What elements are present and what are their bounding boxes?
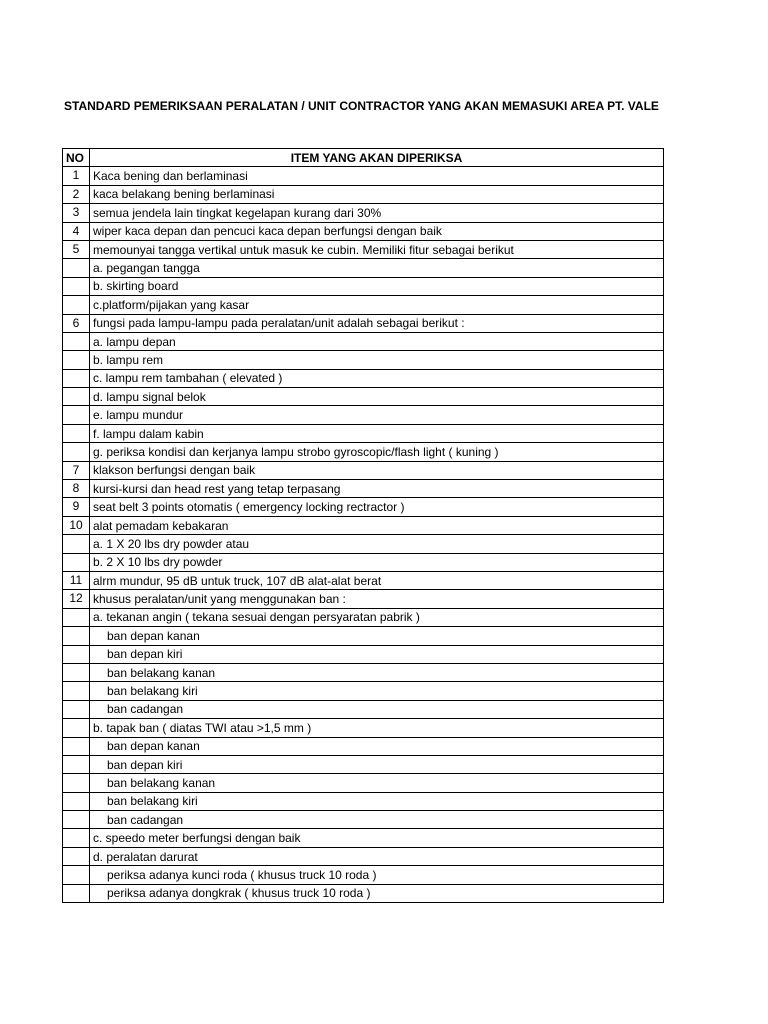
row-number [63, 719, 90, 737]
table-row [63, 663, 664, 681]
row-item-text: a. lampu depan [90, 332, 664, 350]
row-item-text: memounyai tangga vertikal untuk masuk ke cubin. Memiliki fitur sebagai berikut [90, 240, 664, 258]
row-number: 6 [63, 314, 90, 332]
header-no: NO [63, 149, 90, 167]
row-number [63, 811, 90, 829]
row-number [63, 424, 90, 442]
table-row [63, 553, 664, 571]
row-item-text: wiper kaca depan dan pencuci kaca depan berfungsi dengan baik [90, 222, 664, 240]
row-number: 3 [63, 204, 90, 222]
row-number [63, 829, 90, 847]
row-item-text: ban depan kiri [90, 645, 664, 663]
row-item-text: d. peralatan darurat [90, 847, 664, 865]
table-row [63, 388, 664, 406]
row-number [63, 277, 90, 295]
row-number [63, 406, 90, 424]
row-number: 8 [63, 480, 90, 498]
table-row [63, 167, 664, 185]
row-item-text: alat pemadam kebakaran [90, 516, 664, 534]
table-row [63, 737, 664, 755]
row-number [63, 682, 90, 700]
table-row [63, 847, 664, 865]
table-row [63, 682, 664, 700]
row-item-text: kursi-kursi dan head rest yang tetap terpasang [90, 480, 664, 498]
table-row [63, 461, 664, 479]
row-item-text: alrm mundur, 95 dB untuk truck, 107 dB alat-alat berat [90, 571, 664, 589]
table-body [63, 167, 664, 903]
row-item-text: a. tekanan angin ( tekana sesuai dengan persyaratan pabrik ) [90, 608, 664, 626]
table-row [63, 424, 664, 442]
row-item-text: a. 1 X 20 lbs dry powder atau [90, 535, 664, 553]
table-row [63, 535, 664, 553]
table-row [63, 185, 664, 203]
row-item-text: ban depan kanan [90, 737, 664, 755]
row-number [63, 663, 90, 681]
row-number [63, 884, 90, 902]
table-row [63, 755, 664, 773]
table-row [63, 884, 664, 902]
row-item-text: khusus peralatan/unit yang menggunakan ban : [90, 590, 664, 608]
row-number [63, 535, 90, 553]
row-number: 1 [63, 167, 90, 185]
row-item-text: klakson berfungsi dengan baik [90, 461, 664, 479]
row-number [63, 553, 90, 571]
row-item-text: e. lampu mundur [90, 406, 664, 424]
row-item-text: b. skirting board [90, 277, 664, 295]
table-row [63, 866, 664, 884]
row-item-text: periksa adanya dongkrak ( khusus truck 10 roda ) [90, 884, 664, 902]
table-row [63, 277, 664, 295]
row-number: 11 [63, 571, 90, 589]
row-number [63, 774, 90, 792]
table-row [63, 719, 664, 737]
row-number: 12 [63, 590, 90, 608]
table-row [63, 480, 664, 498]
row-number [63, 627, 90, 645]
row-number: 5 [63, 240, 90, 258]
row-item-text: fungsi pada lampu-lampu pada peralatan/unit adalah sebagai berikut : [90, 314, 664, 332]
page-title: STANDARD PEMERIKSAAN PERALATAN / UNIT CONTRACTOR YANG AKAN MEMASUKI AREA PT. VALE [64, 99, 659, 113]
row-item-text: ban belakang kiri [90, 682, 664, 700]
table-row [63, 332, 664, 350]
table-row [63, 498, 664, 516]
row-number [63, 296, 90, 314]
table-row [63, 811, 664, 829]
row-item-text: c. lampu rem tambahan ( elevated ) [90, 369, 664, 387]
row-number [63, 847, 90, 865]
table-row [63, 314, 664, 332]
table-row [63, 259, 664, 277]
row-item-text: ban belakang kanan [90, 663, 664, 681]
row-number: 9 [63, 498, 90, 516]
table-row [63, 516, 664, 534]
row-item-text: g. periksa kondisi dan kerjanya lampu strobo gyroscopic/flash light ( kuning ) [90, 443, 664, 461]
row-item-text: kaca belakang bening berlaminasi [90, 185, 664, 203]
table-row [63, 627, 664, 645]
row-item-text: ban belakang kiri [90, 792, 664, 810]
table-row [63, 222, 664, 240]
table-row [63, 240, 664, 258]
table-row [63, 774, 664, 792]
row-number [63, 792, 90, 810]
row-item-text: b. lampu rem [90, 351, 664, 369]
row-number: 2 [63, 185, 90, 203]
table-row [63, 571, 664, 589]
row-item-text: f. lampu dalam kabin [90, 424, 664, 442]
row-number: 4 [63, 222, 90, 240]
row-item-text: ban cadangan [90, 700, 664, 718]
row-number [63, 259, 90, 277]
table-row [63, 608, 664, 626]
row-item-text: semua jendela lain tingkat kegelapan kurang dari 30% [90, 204, 664, 222]
row-number [63, 388, 90, 406]
table-row [63, 645, 664, 663]
table-row [63, 204, 664, 222]
inspection-table [62, 148, 664, 903]
table-row [63, 351, 664, 369]
row-item-text: seat belt 3 points otomatis ( emergency locking rectractor ) [90, 498, 664, 516]
table-header-row [63, 149, 664, 167]
table-row [63, 296, 664, 314]
row-number [63, 332, 90, 350]
table-row [63, 443, 664, 461]
row-item-text: b. tapak ban ( diatas TWI atau >1,5 mm ) [90, 719, 664, 737]
row-number [63, 443, 90, 461]
row-number [63, 737, 90, 755]
table-row [63, 369, 664, 387]
row-number [63, 369, 90, 387]
table-row [63, 700, 664, 718]
row-item-text: ban belakang kanan [90, 774, 664, 792]
row-item-text: ban cadangan [90, 811, 664, 829]
row-number [63, 645, 90, 663]
header-item: ITEM YANG AKAN DIPERIKSA [90, 149, 664, 167]
row-item-text: c.platform/pijakan yang kasar [90, 296, 664, 314]
row-item-text: c. speedo meter berfungsi dengan baik [90, 829, 664, 847]
row-number [63, 700, 90, 718]
row-number [63, 608, 90, 626]
row-number: 10 [63, 516, 90, 534]
row-number: 7 [63, 461, 90, 479]
row-item-text: Kaca bening dan berlaminasi [90, 167, 664, 185]
row-item-text: b. 2 X 10 lbs dry powder [90, 553, 664, 571]
row-number [63, 351, 90, 369]
table-row [63, 829, 664, 847]
table-row [63, 792, 664, 810]
row-number [63, 866, 90, 884]
row-item-text: periksa adanya kunci roda ( khusus truck 10 roda ) [90, 866, 664, 884]
row-item-text: d. lampu signal belok [90, 388, 664, 406]
table-row [63, 406, 664, 424]
row-number [63, 755, 90, 773]
table-row [63, 590, 664, 608]
row-item-text: a. pegangan tangga [90, 259, 664, 277]
row-item-text: ban depan kiri [90, 755, 664, 773]
row-item-text: ban depan kanan [90, 627, 664, 645]
